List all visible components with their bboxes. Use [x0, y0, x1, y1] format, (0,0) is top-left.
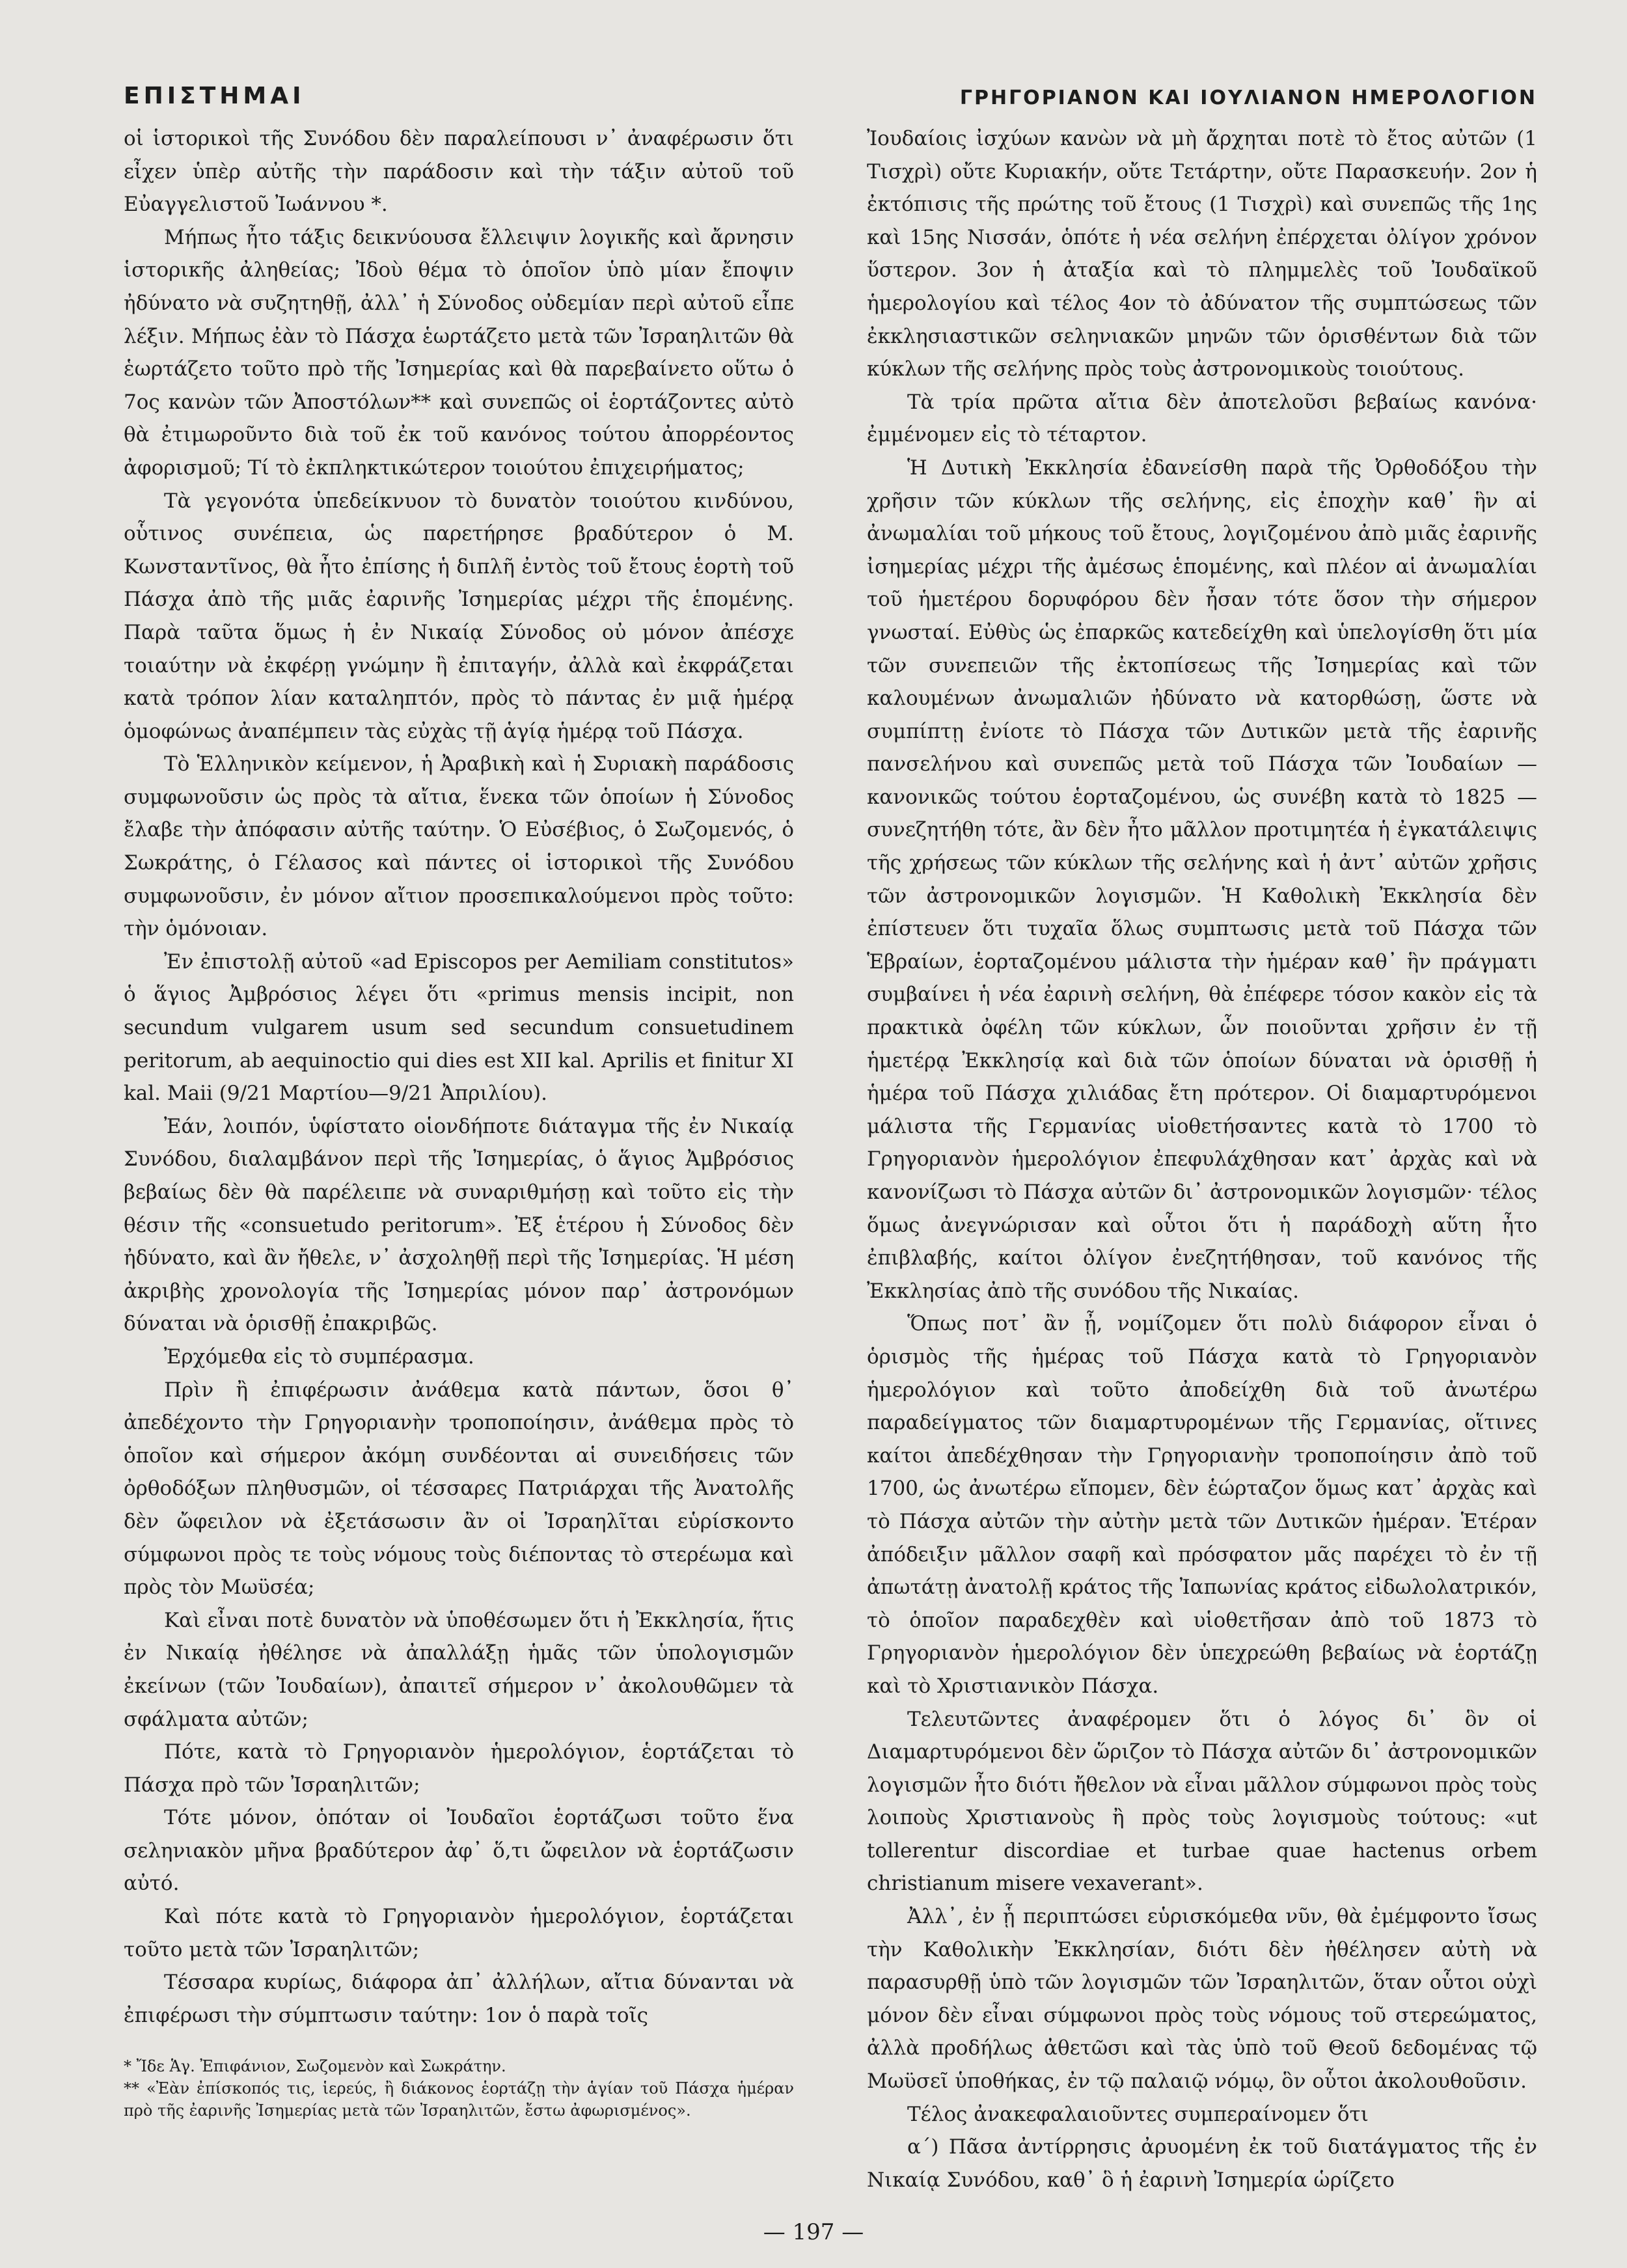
paragraph: Τέλος ἀνακεφαλαιοῦντες συμπεραίνομεν ὅτι: [907, 2102, 1369, 2126]
paragraph: Τελευτῶντες ἀναφέρομεν ὅτι ὁ λόγος δι᾽ ὃν οἱ Διαμαρτυρόμενοι δὲν ὥριζον τὸ Πάσχα αὐτῶν δι᾽ ἀστρονομικῶν λογισμῶν ἦτο διότι ἤθελον νὰ εἶναι μᾶλλον σύμφωνοι πρὸς τοὺς λοιποὺς Χριστιανοὺς ἢ πρὸς τοὺς λογισμοὺς τούτους: «ut tollerentur discordiae et turbae quae hactenus orbem christianum misere vexaverant».: [867, 1707, 1537, 1896]
paragraph: Τέσσαρα κυρίως, διάφορα ἀπ᾽ ἀλλήλων, αἴτια δύνανται νὰ ἐπιφέρωσι τὴν σύμπτωσιν ταύτην: 1ον ὁ παρὰ τοῖς: [124, 1971, 794, 2027]
paragraph: Ὅπως ποτ᾽ ἂν ᾖ, νομίζομεν ὅτι πολὺ διάφορον εἶναι ὁ ὁρισμὸς τῆς ἡμέρας τοῦ Πάσχα κατὰ τὸ Γρηγοριανὸν ἡμερολόγιον καὶ τοῦτο ἀποδείχθη διὰ τοῦ ἀνωτέρω παραδείγματος τῶν διαμαρτυρομένων τῆς Γερμανίας, οἵτινες καίτοι ἀπεδέχθησαν τὴν Γρηγοριανὴν τροποποίησιν ἀπὸ τοῦ 1700, ὡς ἀνωτέρω εἴπομεν, δὲν ἑώρταζον ὅμως κατ᾽ ἀρχὰς καὶ τὸ Πάσχα αὐτῶν τὴν αὐτὴν μετὰ τῶν Δυτικῶν ἡμέραν. Ἑτέραν ἀπόδειξιν μᾶλλον σαφῆ καὶ πρόσφατον μᾶς παρέχει τὸ ἐν τῇ ἀπωτάτῃ ἀνατολῇ κράτος τῆς Ἰαπωνίας κράτος εἰδωλολατρικόν, τὸ ὁποῖον παραδεχθὲν καὶ υἱοθετῆσαν ἀπὸ τοῦ 1873 τὸ Γρηγοριανὸν ἡμερολόγιον δὲν ὑπεχρεώθη βεβαίως νὰ ἑορτάζῃ καὶ τὸ Χριστιανικὸν Πάσχα.: [867, 1312, 1537, 1698]
paragraph: Ἐάν, λοιπόν, ὑφίστατο οἱονδήποτε διάταγμα τῆς ἐν Νικαίᾳ Συνόδου, διαλαμβάνον περὶ τῆς Ἰσημερίας, ὁ ἅγιος Ἀμβρόσιος βεβαίως δὲν θὰ παρέλειπε νὰ συναριθμήσῃ καὶ τοῦτο εἰς τὴν θέσιν τῆς «consuetudo peritorum». Ἐξ ἑτέρου ἡ Σύνοδος δὲν ἠδύνατο, καὶ ἂν ἤθελε, ν᾽ ἀσχοληθῇ περὶ τῆς Ἰσημερίας. Ἡ μέση ἀκριβὴς χρονολογία τῆς Ἰσημερίας μόνον παρ᾽ ἀστρονόμων δύναται νὰ ὁρισθῇ ἐπακριβῶς.: [124, 1114, 794, 1336]
paragraph: Καὶ πότε κατὰ τὸ Γρηγοριανὸν ἡμερολόγιον, ἑορτάζεται τοῦτο μετὰ τῶν Ἰσραηλιτῶν;: [124, 1905, 794, 1961]
paragraph: οἱ ἱστορικοὶ τῆς Συνόδου δὲν παραλείπουσι ν᾽ ἀναφέρωσιν ὅτι εἶχεν ὑπὲρ αὐτῆς τὴν παράδοσιν καὶ τὴν τάξιν αὐτοῦ τοῦ Εὐαγγελιστοῦ Ἰωάννου *.: [124, 127, 794, 217]
paragraph: α΄) Πᾶσα ἀντίρρησις ἀρυομένη ἐκ τοῦ διατάγματος τῆς ἐν Νικαίᾳ Συνόδου, καθ᾽ ὃ ἡ ἐαρινὴ Ἰσημερία ὡρίζετο: [867, 2135, 1537, 2192]
right-column: [867, 122, 1537, 2196]
paragraph: Καὶ εἶναι ποτὲ δυνατὸν νὰ ὑποθέσωμεν ὅτι ἡ Ἐκκλησία, ἥτις ἐν Νικαίᾳ ἠθέλησε νὰ ἀπαλλάξῃ ἡμᾶς τῶν ὑπολογισμῶν ἐκείνων (τῶν Ἰουδαίων), ἀπαιτεῖ σήμερον ν᾽ ἀκολουθῶμεν τὰ σφάλματα αὐτῶν;: [124, 1608, 794, 1731]
paragraph: Ἐν ἐπιστολῇ αὐτοῦ «ad Episcopos per Aemiliam constitutos» ὁ ἅγιος Ἀμβρόσιος λέγει ὅτι «primus mensis incipit, non secundum vulgarem usum sed secundum consuetudinem peritorum, ab aequinoctio qui dies est XII kal. Aprilis et finitur XI kal. Maii (9/21 Μαρτίου—9/21 Ἀπριλίου).: [124, 950, 794, 1106]
paragraph: Μήπως ἦτο τάξις δεικνύουσα ἔλλειψιν λογικῆς καὶ ἄρνησιν ἱστορικῆς ἀληθείας; Ἰδοὺ θέμα τὸ ὁποῖον ὑπὸ μίαν ἔποψιν ἠδύνατο νὰ συζητηθῇ, ἀλλ᾽ ἡ Σύνοδος οὐδεμίαν περὶ αὐτοῦ εἶπε λέξιν. Μήπως ἐὰν τὸ Πάσχα ἑωρτάζετο μετὰ τῶν Ἰσραηλιτῶν θὰ ἑωρτάζετο τοῦτο πρὸ τῆς Ἰσημερίας καὶ θὰ παρεβαίνετο οὕτω ὁ 7ος κανὼν τῶν Ἀποστόλων** καὶ συνεπῶς οἱ ἑορτάζοντες αὐτὸ θὰ ἐτιμωροῦντο διὰ τοῦ ἐκ τοῦ κανόνος τούτου ἀπορρέοντος ἀφορισμοῦ; Τί τὸ ἐκπληκτικώτερον τοιούτου ἐπιχειρήματος;: [124, 225, 794, 480]
paragraph: Πρὶν ἢ ἐπιφέρωσιν ἀνάθεμα κατὰ πάντων, ὅσοι θ᾽ ἀπεδέχοντο τὴν Γρηγοριανὴν τροποποίησιν, ἀνάθεμα πρὸς τὸ ὁποῖον καὶ σήμερον ἀκόμη συνδέονται αἱ συνειδήσεις τῶν ὀρθοδόξων πληθυσμῶν, οἱ τέσσαρες Πατριάρχαι τῆς Ἀνατολῆς δὲν ὤφειλον νὰ ἐξετάσωσιν ἂν οἱ Ἰσραηλῖται εὑρίσκοντο σύμφωνοι πρὸς τε τοὺς νόμους τοὺς διέποντας τὸ στερέωμα καὶ πρὸς τὸν Μωϋσέα;: [124, 1378, 794, 1600]
header-left: ΕΠΙΣΤΗΜΑΙ: [124, 83, 305, 109]
header-right: ΓΡΗΓΟΡΙΑΝΟΝ ΚΑΙ ΙΟΥΛΙΑΝΟΝ ΗΜΕΡΟΛΟΓΙΟΝ: [959, 87, 1537, 109]
paragraph: Ἐρχόμεθα εἰς τὸ συμπέρασμα.: [164, 1345, 474, 1369]
paragraph: Πότε, κατὰ τὸ Γρηγοριανὸν ἡμερολόγιον, ἑορτάζεται τὸ Πάσχα πρὸ τῶν Ἰσραηλιτῶν;: [124, 1740, 794, 1797]
paragraph: Τὰ τρία πρῶτα αἴτια δὲν ἀποτελοῦσι βεβαίως κανόνα· ἐμμένομεν εἰς τὸ τέταρτον.: [867, 390, 1537, 447]
page-number: — 197 —: [763, 2219, 864, 2245]
footnotes: [124, 2055, 794, 2122]
text-columns: [124, 122, 1537, 2196]
footnote: ** «Ἐὰν ἐπίσκοπός τις, ἱερεύς, ἢ διάκονος ἑορτάζῃ τὴν ἁγίαν τοῦ Πάσχα ἡμέραν πρὸ τῆς ἐαρινῆς Ἰσημερίας μετὰ τῶν Ἰσραηλιτῶν, ἔστω ἀφωρισμένος».: [124, 2079, 794, 2120]
left-column: [124, 122, 794, 2196]
paragraph: Τὰ γεγονότα ὑπεδείκνυον τὸ δυνατὸν τοιούτου κινδύνου, οὗτινος συνέπεια, ὡς παρετήρησε βραδύτερον ὁ Μ. Κωνσταντῖνος, θὰ ἦτο ἐπίσης ἡ διπλῆ ἐντὸς τοῦ ἔτους ἑορτὴ τοῦ Πάσχα ἀπὸ τῆς μιᾶς ἐαρινῆς Ἰσημερίας μέχρι τῆς ἑπομένης. Παρὰ ταῦτα ὅμως ἡ ἐν Νικαίᾳ Σύνοδος οὐ μόνον ἀπέσχε τοιαύτην νὰ ἐκφέρῃ γνώμην ἢ ἐπιταγήν, ἀλλὰ καὶ ἐκφράζεται κατὰ τρόπον λίαν καταληπτόν, πρὸς τὸ πάντας ἐν μιᾷ ἡμέρᾳ ὁμοφώνως ἀναπέμπειν τὰς εὐχὰς τῇ ἁγίᾳ ἡμέρᾳ τοῦ Πάσχα.: [124, 489, 794, 743]
paragraph: Ἡ Δυτικὴ Ἐκκλησία ἐδανείσθη παρὰ τῆς Ὀρθοδόξου τὴν χρῆσιν τῶν κύκλων τῆς σελήνης, εἰς ἐποχὴν καθ᾽ ἣν αἱ ἀνωμαλίαι τοῦ μήκους τοῦ ἔτους, λογιζομένου ἀπὸ μιᾶς ἐαρινῆς ἰσημερίας μέχρι τῆς ἀμέσως ἑπομένης, καὶ πλέον αἱ ἀνωμαλίαι τοῦ ἡμετέρου δορυφόρου δὲν ἦσαν τότε ὅσον τὴν σήμερον γνωσταί. Εὐθὺς ὡς ἐπαρκῶς κατεδείχθη καὶ ὑπελογίσθη ὅτι μία τῶν συνεπειῶν τῆς ἐκτοπίσεως τῆς Ἰσημερίας καὶ τῶν καλουμένων ἀνωμαλιῶν ἠδύνατο νὰ κατορθώσῃ, ὥστε νὰ συμπίπτῃ ἐνίοτε τὸ Πάσχα τῶν Δυτικῶν μετὰ τῆς ἐαρινῆς πανσελήνου καὶ συνεπῶς μετὰ τοῦ Πάσχα τῶν Ἰουδαίων — κανονικῶς τούτου ἑορταζομένου, ὡς συνέβη κατὰ τὸ 1825 — συνεζητήθη τότε, ἂν δὲν ἦτο μᾶλλον προτιμητέα ἡ ἐγκατάλειψις τῆς χρήσεως τῶν κύκλων τῆς σελήνης καὶ ἡ ἀντ᾽ αὐτῶν χρῆσις τῶν ἀστρονομικῶν λογισμῶν. Ἡ Καθολικὴ Ἐκκλησία δὲν ἐπίστευεν ὅτι τυχαῖα ὅλως συμπτωσις μετὰ τοῦ Πάσχα τῶν Ἑβραίων, ἑορταζομένου μάλιστα τὴν ἡμέραν καθ᾽ ἣν πράγματι συμβαίνει ἡ νέα ἐαρινὴ σελήνη, θὰ ἐπέφερε τόσον κακὸν εἰς τὰ πρακτικὰ ὀφέλη τῶν κύκλων, ὧν ποιοῦνται χρῆσιν ἐν τῇ ἡμετέρᾳ Ἐκκλησίᾳ καὶ διὰ τῶν ὁποίων δύναται νὰ ὁρισθῇ ἡ ἡμέρα τοῦ Πάσχα χιλιάδας ἔτη πρότερον. Οἱ διαμαρτυρόμενοι μάλιστα τῆς Γερμανίας υἱοθετήσαντες κατὰ τὸ 1700 τὸ Γρηγοριανὸν ἡμερολόγιον ἐπεφυλάχθησαν κατ᾽ ἀρχὰς καὶ νὰ κανονίζωσι τὸ Πάσχα αὐτῶν δι᾽ ἀστρονομικῶν λογισμῶν· τέλος ὅμως ἀνεγνώρισαν καὶ οὗτοι ὅτι ἡ παράδοχὴ αὕτη ἦτο ἐπιβλαβής, καίτοι ὀλίγον ἐνεζητήθησαν, τοῦ κανόνος τῆς Ἐκκλησίας ἀπὸ τῆς συνόδου τῆς Νικαίας.: [867, 456, 1537, 1303]
paragraph: Τὸ Ἑλληνικὸν κείμενον, ἡ Ἀραβικὴ καὶ ἡ Συριακὴ παράδοσις συμφωνοῦσιν ὡς πρὸς τὰ αἴτια, ἕνεκα τῶν ὁποίων ἡ Σύνοδος ἔλαβε τὴν ἀπόφασιν αὐτῆς ταύτην. Ὁ Εὐσέβιος, ὁ Σωζομενός, ὁ Σωκράτης, ὁ Γέλασος καὶ πάντες οἱ ἱστορικοὶ τῆς Συνόδου συμφωνοῦσιν, ἐν μόνον αἴτιον προσεπικαλούμενοι πρὸς τοῦτο: τὴν ὁμόνοιαν.: [124, 752, 794, 941]
paragraph: Ἀλλ᾽, ἐν ᾗ περιπτώσει εὑρισκόμεθα νῦν, θὰ ἐμέμφοντο ἴσως τὴν Καθολικὴν Ἐκκλησίαν, διότι δὲν ἠθέλησεν αὐτὴ νὰ παρασυρθῇ ὑπὸ τῶν λογισμῶν τῶν Ἰσραηλιτῶν, ὅταν οὗτοι οὐχὶ μόνον δὲν εἶναι σύμφωνοι πρὸς τοὺς νόμους τοῦ στερεώματος, ἀλλὰ προδήλως ἀθετῶσι καὶ τὰς ὑπὸ τοῦ Θεοῦ δεδομένας τῷ Μωϋσεῖ ὑποθήκας, ἐν τῷ παλαιῷ νόμῳ, ὃν οὗτοι ἀκολουθοῦσιν.: [867, 1905, 1537, 2094]
paragraph: Τότε μόνον, ὁπόταν οἱ Ἰουδαῖοι ἑορτάζωσι τοῦτο ἕνα σεληνιακὸν μῆνα βραδύτερον ἀφ᾽ ὅ,τι ὤφειλον νὰ ἑορτάζωσιν αὐτό.: [124, 1806, 794, 1896]
running-header: [124, 57, 1537, 109]
paragraph: Ἰουδαίοις ἰσχύων κανὼν νὰ μὴ ἄρχηται ποτὲ τὸ ἔτος αὐτῶν (1 Τισχρὶ) οὔτε Κυριακήν, οὔτε Τετάρτην, οὔτε Παρασκευήν. 2ον ἡ ἐκτόπισις τῆς πρώτης τοῦ ἔτους (1 Τισχρὶ) καὶ συνεπῶς τῆς 1ης καὶ 15ης Νισσάν, ὁπότε ἡ νέα σελήνη ἐπέρχεται ὀλίγον χρόνον ὕστερον. 3ον ἡ ἀταξία καὶ τὸ πλημμελὲς τοῦ Ἰουδαϊκοῦ ἡμερολογίου καὶ τέλος 4ον τὸ ἀδύνατον τῆς συμπτώσεως τῶν ἐκκλησιαστικῶν σεληνιακῶν μηνῶν τῶν ὁρισθέντων διὰ τῶν κύκλων τῆς σελήνης πρὸς τοὺς ἀστρονομικοὺς τοιούτους.: [867, 127, 1537, 381]
footnote: * Ἴδε Ἁγ. Ἐπιφάνιον, Σωζομενὸν καὶ Σωκράτην.: [124, 2057, 506, 2076]
